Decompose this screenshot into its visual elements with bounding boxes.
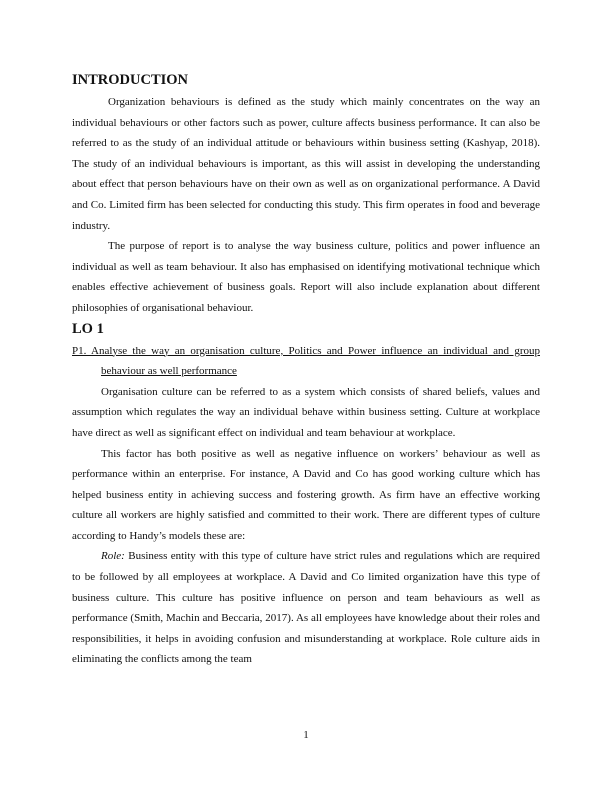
- introduction-heading: INTRODUCTION: [72, 72, 189, 88]
- role-text: Business entity with this type of culture have strict rules and regulations which are required to be followed by all employees at workplace. A David and Co limited organization have this type of business culture. This culture has positive influence on person and team behaviours as well as performance (Smith, Machin and Beccaria, 2017). As all employees have knowledge about their roles and responsibilities, it helps in avoiding confusion and misunderstanding at workplace. Role culture aids in eliminating the conflicts among the team: [72, 550, 540, 666]
- lo1-paragraph-1: Organisation culture can be referred to as a system which consists of shared beliefs, values and assumption which regulates the way an individual behave within business setting. Culture at workplace have direct as well as significant effect on individual and team behaviour at workplace.: [72, 385, 540, 439]
- intro-paragraph-2: The purpose of report is to analyse the way business culture, politics and power influence an individual as well as team behaviour. It also has emphasised on identifying motivational technique which enables effective achievement of business goals. Report will also include explanation about different philosophies of organisational behaviour.: [72, 240, 540, 314]
- lo1-heading: LO 1: [72, 320, 104, 337]
- page-number: 1: [303, 729, 309, 741]
- role-label: Role:: [101, 550, 125, 563]
- p1-subheading: P1. Analyse the way an organisation culture, Politics and Power influence an individual and group behaviour as well performance: [72, 344, 540, 378]
- document-page: [72, 70, 540, 670]
- role-paragraph: [72, 546, 540, 670]
- lo1-paragraph-2: This factor has both positive as well as negative influence on workers’ behaviour as well as performance within an enterprise. For instance, A David and Co has good working culture which has helped business entity in achieving success and fostering growth. As firm have an effective working culture all workers are highly satisfied and committed to their work. There are different types of culture according to Handy’s models these are:: [72, 447, 540, 542]
- intro-paragraph-1: Organization behaviours is defined as the study which mainly concentrates on the way an individual behaviours or other factors such as power, culture affects business performance. It can also be referred to as the study of an individual attitude or behaviours within business setting (Kashyap, 2018). The study of an individual behaviours is important, as this will assist in developing the understanding about effect that person behaviours have on their own as well as on organizational performance. A David and Co. Limited firm has been selected for conducting this study. This firm operates in food and beverage industry.: [72, 96, 540, 232]
